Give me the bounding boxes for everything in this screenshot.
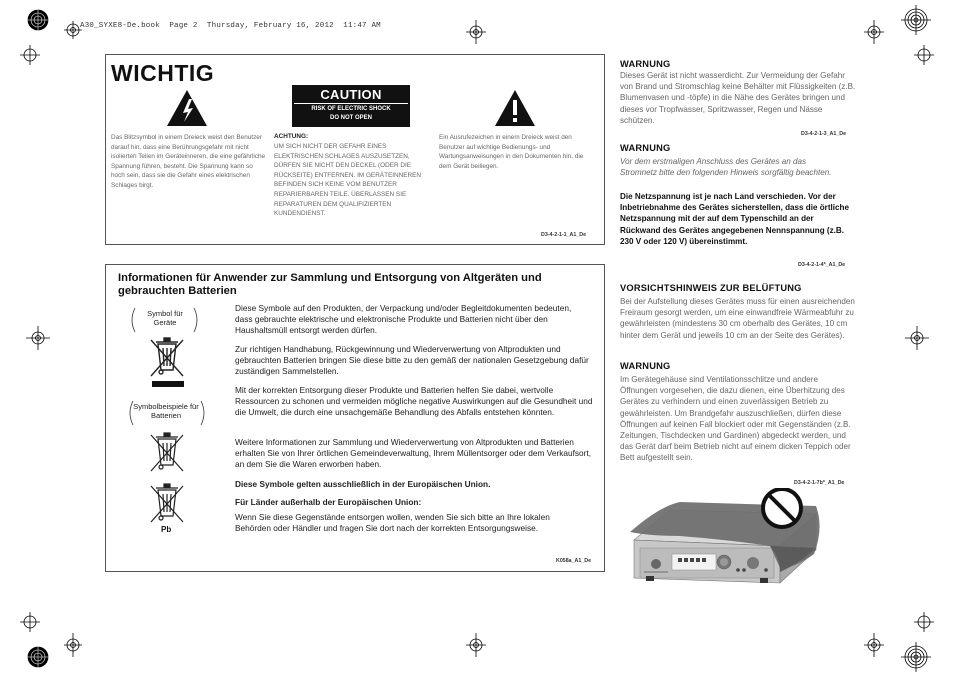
bracket-left-icon <box>128 307 136 333</box>
exclamation-warning-icon <box>494 89 536 127</box>
caution-subtitle-line-2: DO NOT OPEN <box>329 115 372 121</box>
warning-1-text: Dieses Gerät ist nicht wasserdicht. Zur Vermeidung der Gefahr von Brand und Stromschlag keine Behälter mit Flüssigkeiten (z.B. Blumenvasen und -töpfe) in die Nähe des Gerätes bringen und dieses vor Tropfwasser, Spritzwasser, Regen und Nässe schützen. <box>620 71 856 125</box>
crosshair-left-lower <box>20 612 40 632</box>
wichtig-code: D3-4-2-1-1_A1_De <box>541 232 587 238</box>
warning-2-code: D3-4-2-1-4*_A1_De <box>798 262 846 268</box>
symbol-devices-label <box>128 309 202 328</box>
exclamation-description: Ein Ausrufezeichen in einem Dreieck weist den Benutzer auf wichtige Bedienungs- und Wartungsanweisungen in den Dokumenten hin, die dem Gerät beiliegen. <box>439 134 584 170</box>
disposal-paragraph-3: Mit der korrekten Entsorgung dieser Produkte und Batterien helfen Sie dabei, wertvolle Ressourcen zu schonen und vermeiden mögliche negative Auswirkungen auf die Gesundheit und die Umwelt, die durch eine unsachgemäße Behandlung des Abfalls entstehen könnten. <box>235 385 593 418</box>
warning-1-heading: WARNUNG <box>620 59 671 69</box>
disposal-info-title: Informationen für Anwender zur Sammlung und Entsorgung von Altgeräten und gebrauchten Batterien <box>118 272 542 297</box>
crosshair-left-upper <box>20 45 40 65</box>
registration-mark-top-left <box>22 6 54 34</box>
crosshair-top-right <box>864 20 884 44</box>
registration-mark-top-right <box>901 5 931 35</box>
caution-title: CAUTION <box>320 87 382 102</box>
disposal-paragraph-6-heading: Für Länder außerhalb der Europäischen Union: <box>235 497 422 507</box>
registration-mark-bottom-left <box>22 643 54 671</box>
caution-subtitle <box>294 103 408 123</box>
symbol-devices-text: Symbol für Geräte <box>147 309 183 328</box>
crosshair-right-lower <box>914 612 934 632</box>
achtung-label: ACHTUNG: <box>274 133 309 140</box>
wichtig-title: WICHTIG <box>111 60 215 86</box>
crossed-bin-device-icon <box>147 336 187 378</box>
warning-3-code: D3-4-2-1-7b*_A1_De <box>794 480 845 486</box>
lightning-description: Das Blitzsymbol in einem Dreieck weist den Benutzer darauf hin, dass eine Berührungsgefahr mit nicht isolierten Teilen im Geräteinneren, die eine gefährliche Spannung führen, besteht. Die Spannung kann so hoch sein, dass sie die Gefahr eines elektrischen Schlages birgt. <box>111 134 266 189</box>
caution-label <box>292 85 410 127</box>
crosshair-right-upper <box>914 45 934 65</box>
warning-2-heading: WARNUNG <box>620 143 671 153</box>
disposal-paragraph-4: Weitere Informationen zur Sammlung und Wiederverwertung von Altprodukten und Batterien erhalten Sie von Ihrer örtlichen Gemeindeverwaltung, Ihrem Müllentsorger oder dem Verkaufsort, an dem Sie die Waren erworben haben. <box>235 437 592 470</box>
crosshair-left-middle <box>26 326 50 350</box>
covered-device-illustration <box>620 488 850 590</box>
achtung-text: UM SICH NICHT DER GEFAHR EINES ELEKTRISCHEN SCHLAGES AUSZUSETZEN, DÜRFEN SIE NICHT DEN DECKEL (ODER DIE RÜCKSEITE) ENTFERNEN. IM GERÄTEINNEREN BEFINDEN SICH KEINE VOM BENUTZER REPARIERBAREN TEILE. ÜBERLASSEN SIE REPARATUREN DEM QUALIFIZIERTEN KUNDENDIENST. <box>274 143 421 218</box>
crosshair-bottom-left <box>64 633 82 657</box>
ventilation-text: Bei der Aufstellung dieses Gerätes muss für einen ausreichenden Freiraum gesorgt werden, um eine einwandfreie Wärmeabfuhr zu gewährleisten (mindestens 30 cm oberhalb des Gerätes, 10 cm hinter dem Gerät und jeweils 10 cm an der Seite des Gerätes). <box>620 297 855 340</box>
caution-subtitle-line-1: RISK OF ELECTRIC SHOCK <box>311 106 391 112</box>
crosshair-top-center <box>466 20 486 44</box>
registration-mark-bottom-right <box>901 642 931 672</box>
disposal-code: K058a_A1_De <box>556 558 592 564</box>
warning-3-heading: WARNUNG <box>620 361 671 371</box>
crosshair-bottom-center <box>466 633 486 657</box>
bracket-left-batteries-icon <box>126 400 134 426</box>
symbol-batteries-text: Symbolbeispiele für Batterien <box>133 402 199 421</box>
ventilation-heading: VORSICHTSHINWEIS ZUR BELÜFTUNG <box>620 283 802 293</box>
disposal-paragraph-2: Zur richtigen Handhabung, Rückgewinnung und Wiederverwertung von Altprodukten und gebrauchten Batterien bringen Sie diese bitte zu den gemäß der nationalen Gesetzgebung dafür zuständigen Sammelstellen. <box>235 344 589 377</box>
bracket-right-icon <box>193 307 201 333</box>
disposal-paragraph-6: Wenn Sie diese Gegenstände entsorgen wollen, wenden Sie sich bitte an Ihre lokalen Behörden oder Händler und fragen Sie dort nach der korrekten Entsorgungsweise. <box>235 512 550 534</box>
bracket-right-batteries-icon <box>200 400 208 426</box>
disposal-paragraph-5: Diese Symbole gelten ausschließlich in der Europäischen Union. <box>235 479 491 489</box>
warning-2-italic-text: Vor dem erstmaligen Anschluss des Gerätes an das Stromnetz bitte den folgenden Hinweis sorgfältig beachten. <box>620 157 832 178</box>
warning-2-bold-text: Die Netzspannung ist je nach Land verschieden. Vor der Inbetriebnahme des Gerätes sicherstellen, dass die örtliche Netzspannung mit der auf dem Typenschild an der Rückwand des Gerätes angegebenen Nennspannung (z.B. 230 V oder 120 V) übereinstimmt. <box>620 192 849 246</box>
device-underline-bar <box>152 381 184 387</box>
crosshair-right-middle <box>905 326 929 350</box>
crosshair-bottom-right <box>864 633 884 657</box>
disposal-paragraph-1: Diese Symbole auf den Produkten, der Verpackung und/oder Begleitdokumenten bedeuten, dass gebrauchte elektrische und elektronische Produkte und Batterien nicht über den Haushaltsmüll entsorgt werden dürfen. <box>235 303 572 336</box>
symbol-batteries-label <box>128 402 204 421</box>
prohibition-icon <box>763 489 801 527</box>
pb-label: Pb <box>161 525 172 534</box>
warning-1-code: D3-4-2-1-3_A1_De <box>801 131 847 137</box>
lightning-warning-icon <box>166 89 208 127</box>
crossed-bin-battery-icon <box>147 431 187 473</box>
crossed-bin-battery-pb-icon <box>147 482 187 524</box>
book-header-line: A30_SYXE8-De.book Page 2 Thursday, February 16, 2012 11:47 AM <box>80 22 381 30</box>
warning-3-text: Im Gerätegehäuse sind Ventilationsschlitze und andere Öffnungen vorgesehen, die dazu dienen, eine Überhitzung des Gerätes zu verhindern und einen zuverlässigen Betrieb zu gewährleisten. Um Brandgefahr auszuschließen, dürfen diese Öffnungen auf keinen Fall blockiert oder mit Gegenständen (z.B. Zeitungen, Tischdecken und Gardinen) abgedeckt werden, und das Gerät darf beim Betrieb nicht auf einem dicken Teppich oder Bett aufgestellt sein. <box>620 375 851 463</box>
